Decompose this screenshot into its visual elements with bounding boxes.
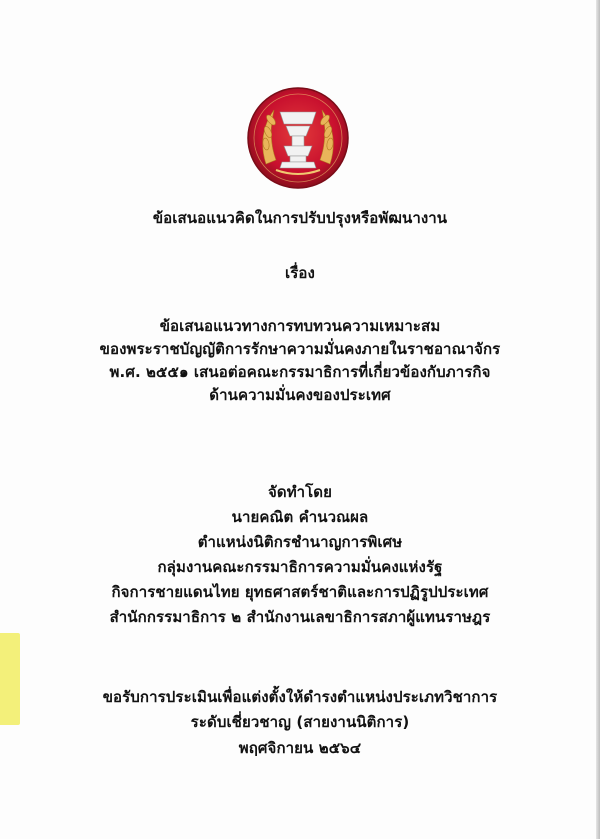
author-group: กลุ่มงานคณะกรรมาธิการความมั่นคงแห่งรัฐ bbox=[157, 558, 443, 576]
subject-line-4: ด้านความมั่นคงของประเทศ bbox=[209, 386, 391, 404]
subject-label: เรื่อง bbox=[285, 264, 315, 282]
author-office: สำนักกรรมาธิการ ๒ สำนักงานเลขาธิการสภาผู้แทนราษฎร bbox=[109, 608, 491, 626]
purpose-line-1: ขอรับการประเมินเพื่อแต่งตั้งให้ดำรงตำแหน่งประเภทวิชาการ bbox=[102, 688, 498, 706]
subject-line-1: ข้อเสนอแนวทางการทบทวนความเหมาะสม bbox=[159, 317, 441, 335]
sticky-tab bbox=[0, 633, 20, 725]
prepared-by-label: จัดทำโดย bbox=[267, 483, 333, 501]
purpose-line-2: ระดับเชี่ยวชาญ (สายงานนิติการ) bbox=[190, 713, 410, 731]
subject-line-3: พ.ศ. ๒๕๕๑ เสนอต่อคณะกรรมาธิการที่เกี่ยวข้องกับภารกิจ bbox=[109, 363, 491, 381]
purpose-date: พฤศจิกายน ๒๕๖๔ bbox=[238, 739, 362, 757]
parliament-seal-icon bbox=[246, 86, 350, 190]
document-title: ข้อเสนอแนวคิดในการปรับปรุงหรือพัฒนางาน bbox=[152, 209, 448, 227]
author-name: นายคณิต คำนวณผล bbox=[231, 508, 369, 526]
subject-line-2: ของพระราชบัญญัติการรักษาความมั่นคงภายในราชอาณาจักร bbox=[99, 340, 501, 358]
author-affairs: กิจการชายแดนไทย ยุทธศาสตร์ชาติและการปฏิรูปประเทศ bbox=[111, 583, 489, 601]
page-edge bbox=[596, 0, 600, 839]
author-position: ตำแหน่งนิติกรชำนาญการพิเศษ bbox=[197, 533, 403, 551]
